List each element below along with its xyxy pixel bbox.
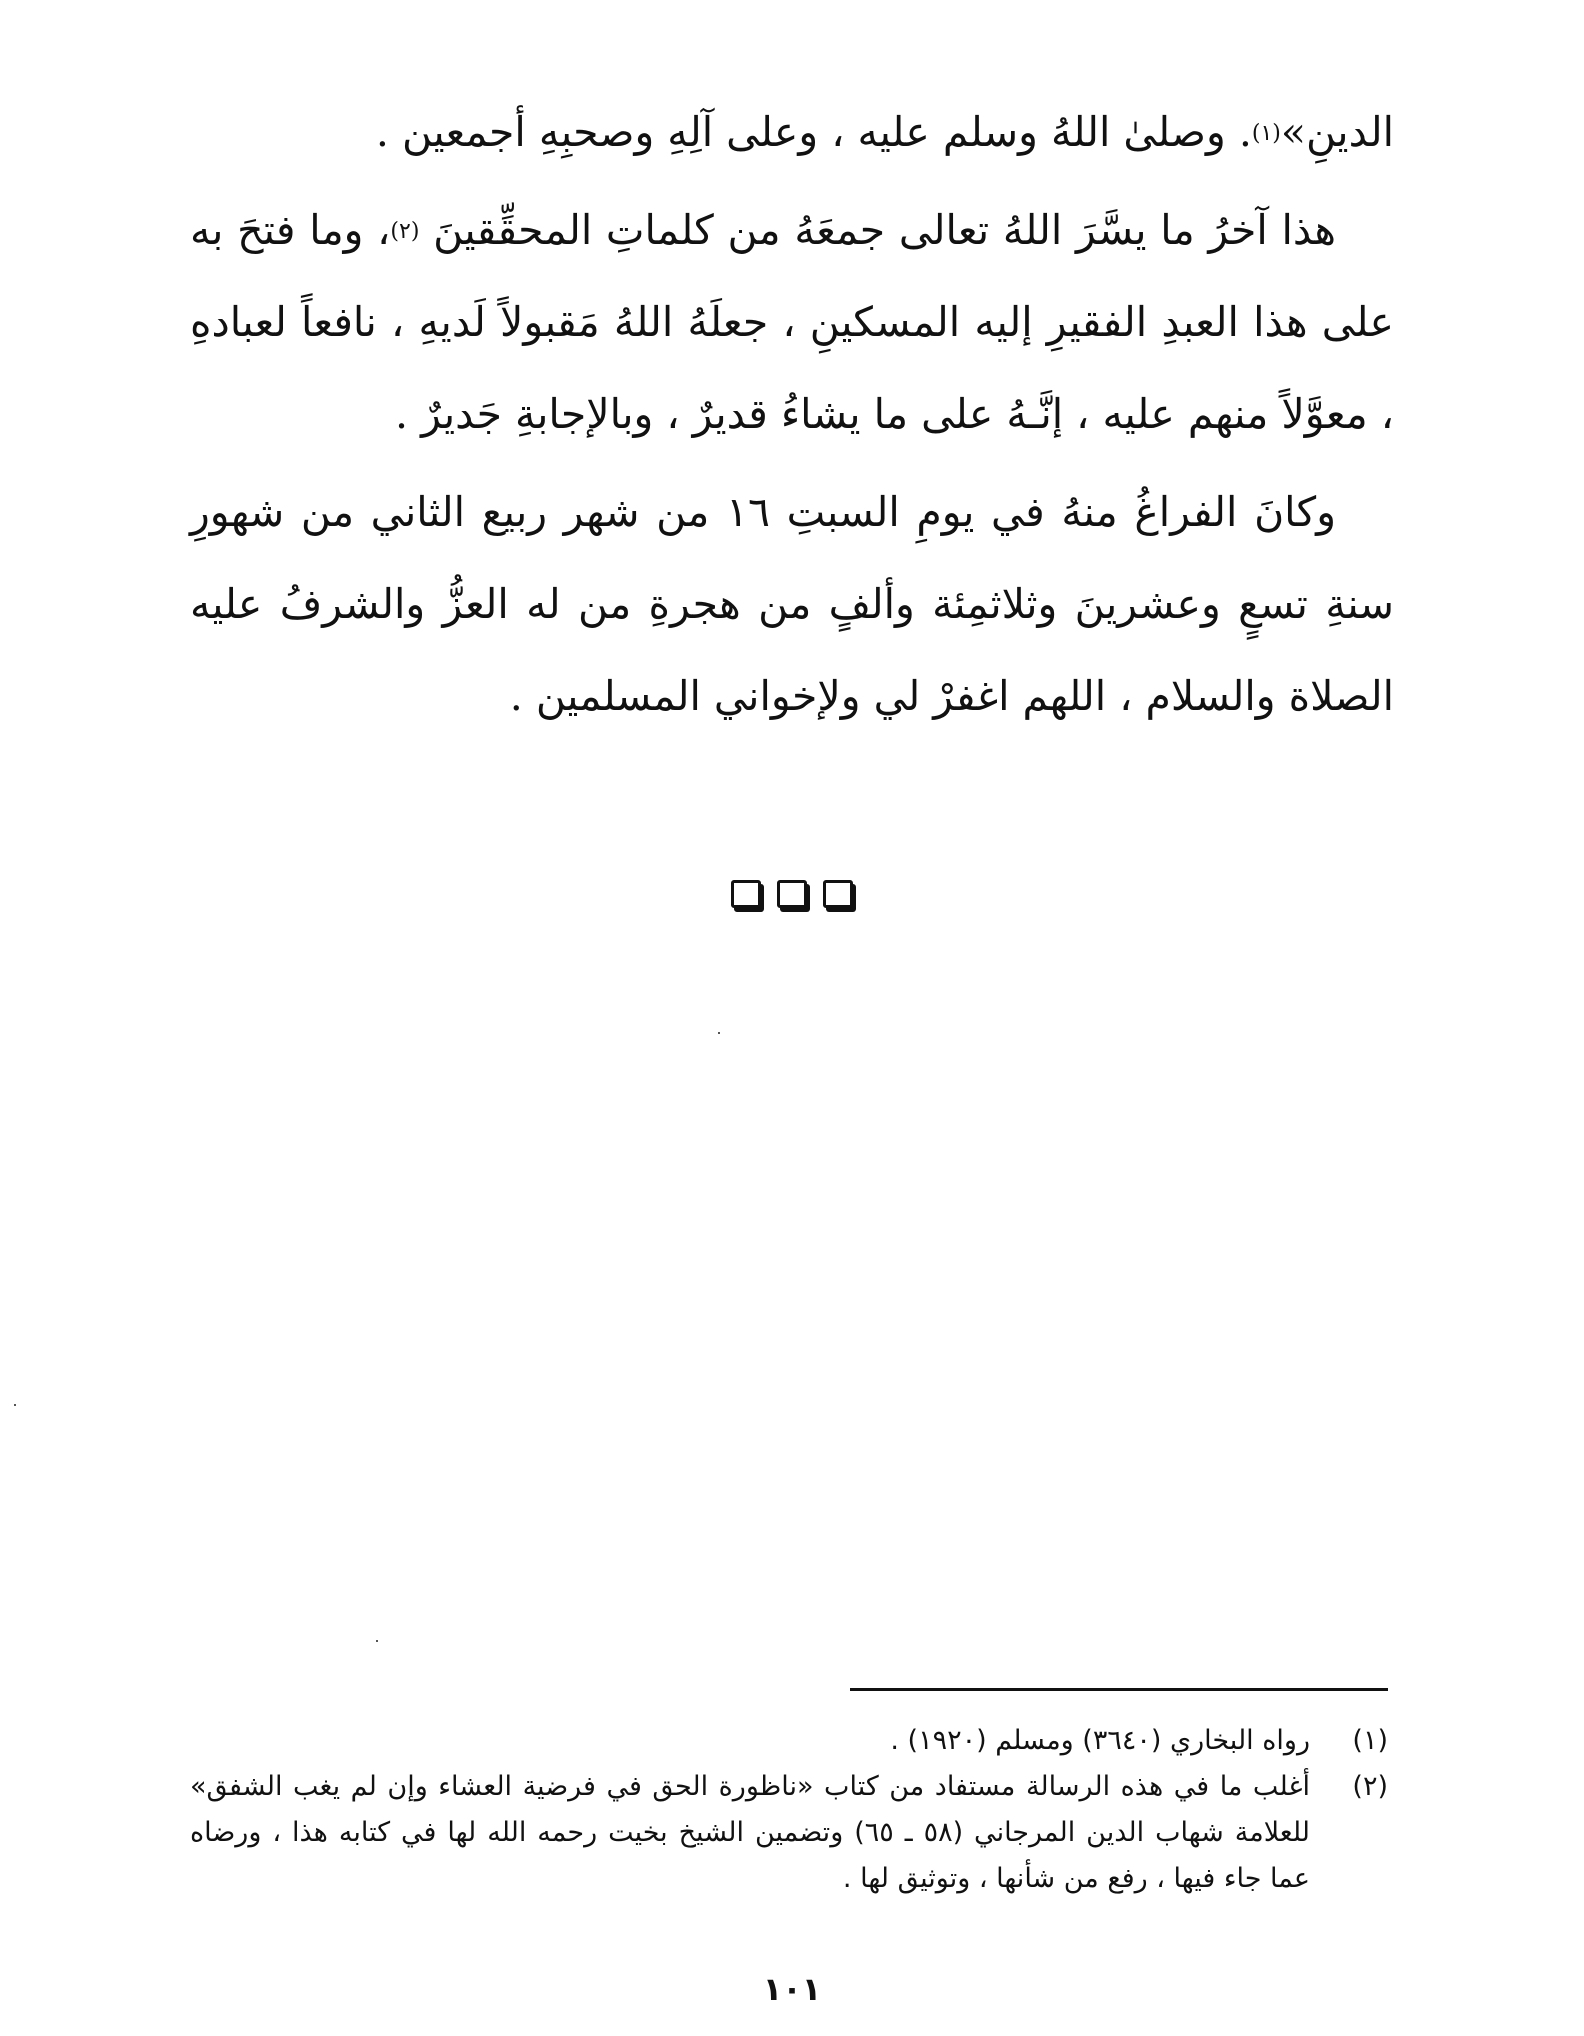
- main-text: [190, 86, 1394, 748]
- paragraph-text-tail: ، وما فتحَ به على هذا العبدِ الفقيرِ إليه المسكينِ ، جعلَهُ اللهُ مَقبولاً لَديهِ ، نافعاً لعبادهِ ، معوَّلاً منهم عليه ، إنَّـهُ على ما يشاءُ قديرٌ ، وبالإجابةِ جَديرٌ .: [190, 206, 1394, 438]
- section-separator: [0, 880, 1584, 908]
- footnote-divider: [850, 1688, 1388, 1691]
- scan-speck: [14, 1404, 16, 1406]
- page-number: ١٠١: [762, 1970, 822, 2008]
- ornament-box-icon: [823, 880, 853, 908]
- footnote-1: [190, 1718, 1388, 1764]
- footnote-ref-2: (٢): [390, 219, 420, 244]
- scan-speck: [718, 1032, 720, 1034]
- footnotes: [190, 1718, 1388, 1902]
- footnote-text: رواه البخاري (٣٦٤٠) ومسلم (١٩٢٠) .: [890, 1725, 1310, 1756]
- footnote-text: أغلب ما في هذه الرسالة مستفاد من كتاب «ناظورة الحق في فرضية العشاء وإن لم يغب الشفق» للعلامة شهاب الدين المرجاني (٥٨ ـ ٦٥) وتضمين الشيخ بخيت رحمه الله لها في كتابه هذا ، ورضاه عما جاء فيها ، رفع من شأنها ، وتوثيق لها .: [190, 1771, 1310, 1894]
- ornament-box-icon: [777, 880, 807, 908]
- paragraph-text-tail: . وصلىٰ اللهُ وسلم عليه ، وعلى آلِهِ وصحبِهِ أجمعين .: [375, 108, 1252, 156]
- paragraph-closing-line: [190, 86, 1394, 178]
- paragraph-text: هذا آخرُ ما يسَّرَ اللهُ تعالى جمعَهُ من كلماتِ المحقِّقينَ: [433, 206, 1336, 254]
- footnote-number: (٢): [1352, 1771, 1388, 1802]
- paragraph-colophon: [190, 184, 1394, 460]
- scan-speck: [376, 1640, 378, 1642]
- paragraph-completion-date: وكانَ الفراغُ منهُ في يومِ السبتِ ١٦ من شهر ربيع الثاني من شهورِ سنةِ تسعٍ وعشرينَ وثلاثمِئة وألفٍ من هجرةِ من له العزُّ والشرفُ عليه الصلاة والسلام ، اللهم اغفرْ لي ولإخواني المسلمين .: [190, 488, 1394, 720]
- ornament-box-icon: [731, 880, 761, 908]
- footnote-ref-1: (١): [1251, 121, 1281, 146]
- footnote-2: [190, 1764, 1388, 1902]
- paragraph-text: الدينِ»: [1280, 108, 1394, 156]
- footnote-number: (١): [1352, 1725, 1388, 1756]
